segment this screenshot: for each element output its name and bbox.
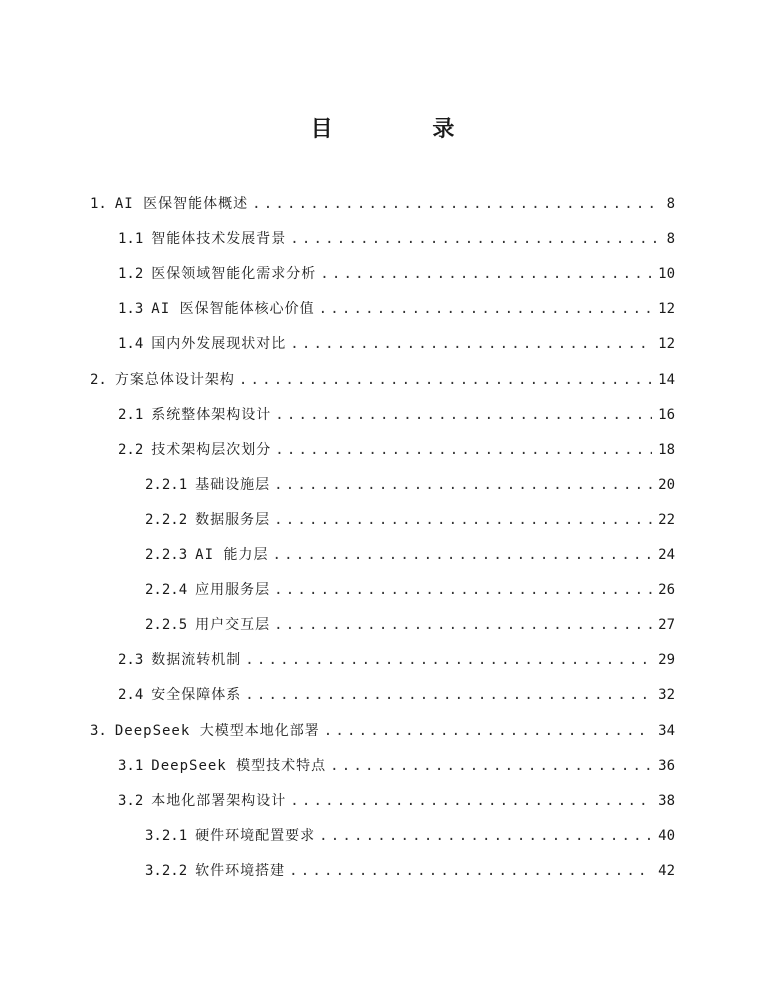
toc-entry-page-number: 38 (658, 792, 675, 809)
toc-entry-title: 国内外发展现状对比 (151, 336, 287, 353)
toc-dot-leader (330, 750, 652, 782)
toc-dot-leader (275, 434, 652, 466)
toc-entry-page-number: 20 (658, 476, 675, 493)
toc-entry-number: 1.3 (118, 301, 144, 318)
toc-dot-leader (274, 469, 652, 501)
toc-entry-title: 医保领域智能化需求分析 (151, 266, 317, 283)
toc-entry-title: AI 能力层 (195, 547, 269, 563)
toc-entry-page-number: 26 (658, 582, 675, 599)
toc-dot-leader (245, 679, 652, 711)
toc-entry[interactable] (145, 504, 675, 536)
toc-entry-page-number: 24 (658, 547, 675, 563)
toc-entry[interactable] (118, 750, 675, 782)
toc-entry-title: 基础设施层 (195, 476, 271, 493)
toc-entry[interactable] (118, 258, 675, 290)
toc-entry-title: 应用服务层 (195, 582, 271, 599)
toc-entry-title: AI 医保智能体核心价值 (151, 301, 315, 318)
toc-entry[interactable] (145, 820, 675, 852)
toc-entry[interactable] (145, 574, 675, 606)
toc-dot-leader (239, 364, 652, 396)
toc-dot-leader (274, 609, 652, 641)
toc-entry-title: 软件环境搭建 (195, 862, 286, 879)
toc-dot-leader (320, 258, 652, 290)
toc-dot-leader (274, 504, 652, 536)
toc-entry-title: 安全保障体系 (151, 687, 242, 704)
toc-entry-page-number: 40 (658, 827, 675, 844)
toc-entry[interactable] (90, 188, 675, 220)
toc-entry-number: 1. (90, 196, 107, 212)
toc-dot-leader (324, 715, 652, 747)
toc-entry[interactable] (118, 223, 675, 255)
toc-entry-number: 1.4 (118, 336, 144, 353)
toc-entry[interactable] (118, 644, 675, 676)
toc-entry-number: 2.3 (118, 652, 144, 669)
toc-entry-number: 3.2 (118, 792, 144, 809)
toc-entry-title: DeepSeek 大模型本地化部署 (114, 722, 320, 739)
toc-entry-title: AI 医保智能体概述 (114, 196, 249, 212)
toc-entry-page-number: 34 (658, 722, 675, 739)
toc-dot-leader (272, 539, 652, 571)
toc-entry-title: 智能体技术发展背景 (151, 231, 287, 248)
toc-entry-number: 2.2.5 (145, 617, 188, 634)
toc-entry-number: 3. (90, 722, 107, 739)
toc-entry-number: 2.2.3 (145, 547, 188, 563)
toc-entry-page-number: 22 (658, 511, 675, 528)
toc-entry-number: 1.1 (118, 231, 144, 248)
toc-entry-page-number: 16 (658, 406, 675, 423)
toc-entry-number: 2.2.2 (145, 511, 188, 528)
toc-entry-title: 用户交互层 (195, 617, 271, 634)
toc-entry-page-number: 14 (658, 371, 675, 388)
toc-entry-number: 3.1 (118, 757, 144, 774)
toc-entry-number: 3.2.1 (145, 827, 188, 844)
toc-entry-page-number: 18 (658, 441, 675, 458)
toc-entry-title: 系统整体架构设计 (151, 406, 272, 423)
toc-entry-number: 2. (90, 371, 107, 388)
toc-entry[interactable] (118, 293, 675, 325)
toc-entry-title: 数据流转机制 (151, 652, 242, 669)
toc-entry-page-number: 32 (658, 687, 675, 704)
toc-entry-title: 硬件环境配置要求 (195, 827, 316, 844)
toc-entry[interactable] (118, 679, 675, 711)
toc-entry[interactable] (145, 469, 675, 501)
toc-entry-number: 2.4 (118, 687, 144, 704)
toc-entry-number: 3.2.2 (145, 862, 188, 879)
toc-entry-number: 2.2.4 (145, 582, 188, 599)
toc-dot-leader (290, 223, 660, 255)
toc-entry-number: 2.2 (118, 441, 144, 458)
toc-dot-leader (290, 785, 652, 817)
toc-entry[interactable] (145, 855, 675, 887)
toc-entry-page-number: 36 (658, 757, 675, 774)
toc-entry-number: 1.2 (118, 266, 144, 283)
toc-entry-page-number: 8 (666, 196, 675, 212)
toc-entry-page-number: 12 (658, 301, 675, 318)
toc-entry[interactable] (145, 609, 675, 641)
toc-dot-leader (319, 820, 652, 852)
toc-entry[interactable] (118, 434, 675, 466)
toc-dot-leader (245, 644, 652, 676)
toc-dot-leader (290, 328, 652, 360)
toc-entry-title: 本地化部署架构设计 (151, 792, 287, 809)
toc-entry-number: 2.1 (118, 406, 144, 423)
toc-title: 目 录 (310, 117, 501, 142)
toc-entry[interactable] (118, 785, 675, 817)
toc-entry-number: 2.2.1 (145, 476, 188, 493)
toc-entry[interactable] (90, 715, 675, 747)
toc-dot-leader (274, 574, 652, 606)
toc-entry-page-number: 42 (658, 862, 675, 879)
toc-entry-title: 数据服务层 (195, 511, 271, 528)
toc-entry-page-number: 29 (658, 652, 675, 669)
toc-entry-page-number: 12 (658, 336, 675, 353)
toc-entry-title: 方案总体设计架构 (114, 371, 235, 388)
toc-dot-leader (319, 293, 653, 325)
toc-dot-leader (252, 188, 660, 220)
toc-entry[interactable] (118, 328, 675, 360)
toc-entry[interactable] (118, 399, 675, 431)
toc-entry-page-number: 8 (666, 231, 675, 248)
toc-entry-title: 技术架构层次划分 (151, 441, 272, 458)
toc-entry-page-number: 27 (658, 617, 675, 634)
toc-entry-page-number: 10 (658, 266, 675, 283)
toc-entry[interactable] (90, 364, 675, 396)
toc-entry-title: DeepSeek 模型技术特点 (151, 757, 327, 774)
toc-entry[interactable] (145, 539, 675, 571)
toc-dot-leader (289, 855, 652, 887)
toc-dot-leader (275, 399, 652, 431)
